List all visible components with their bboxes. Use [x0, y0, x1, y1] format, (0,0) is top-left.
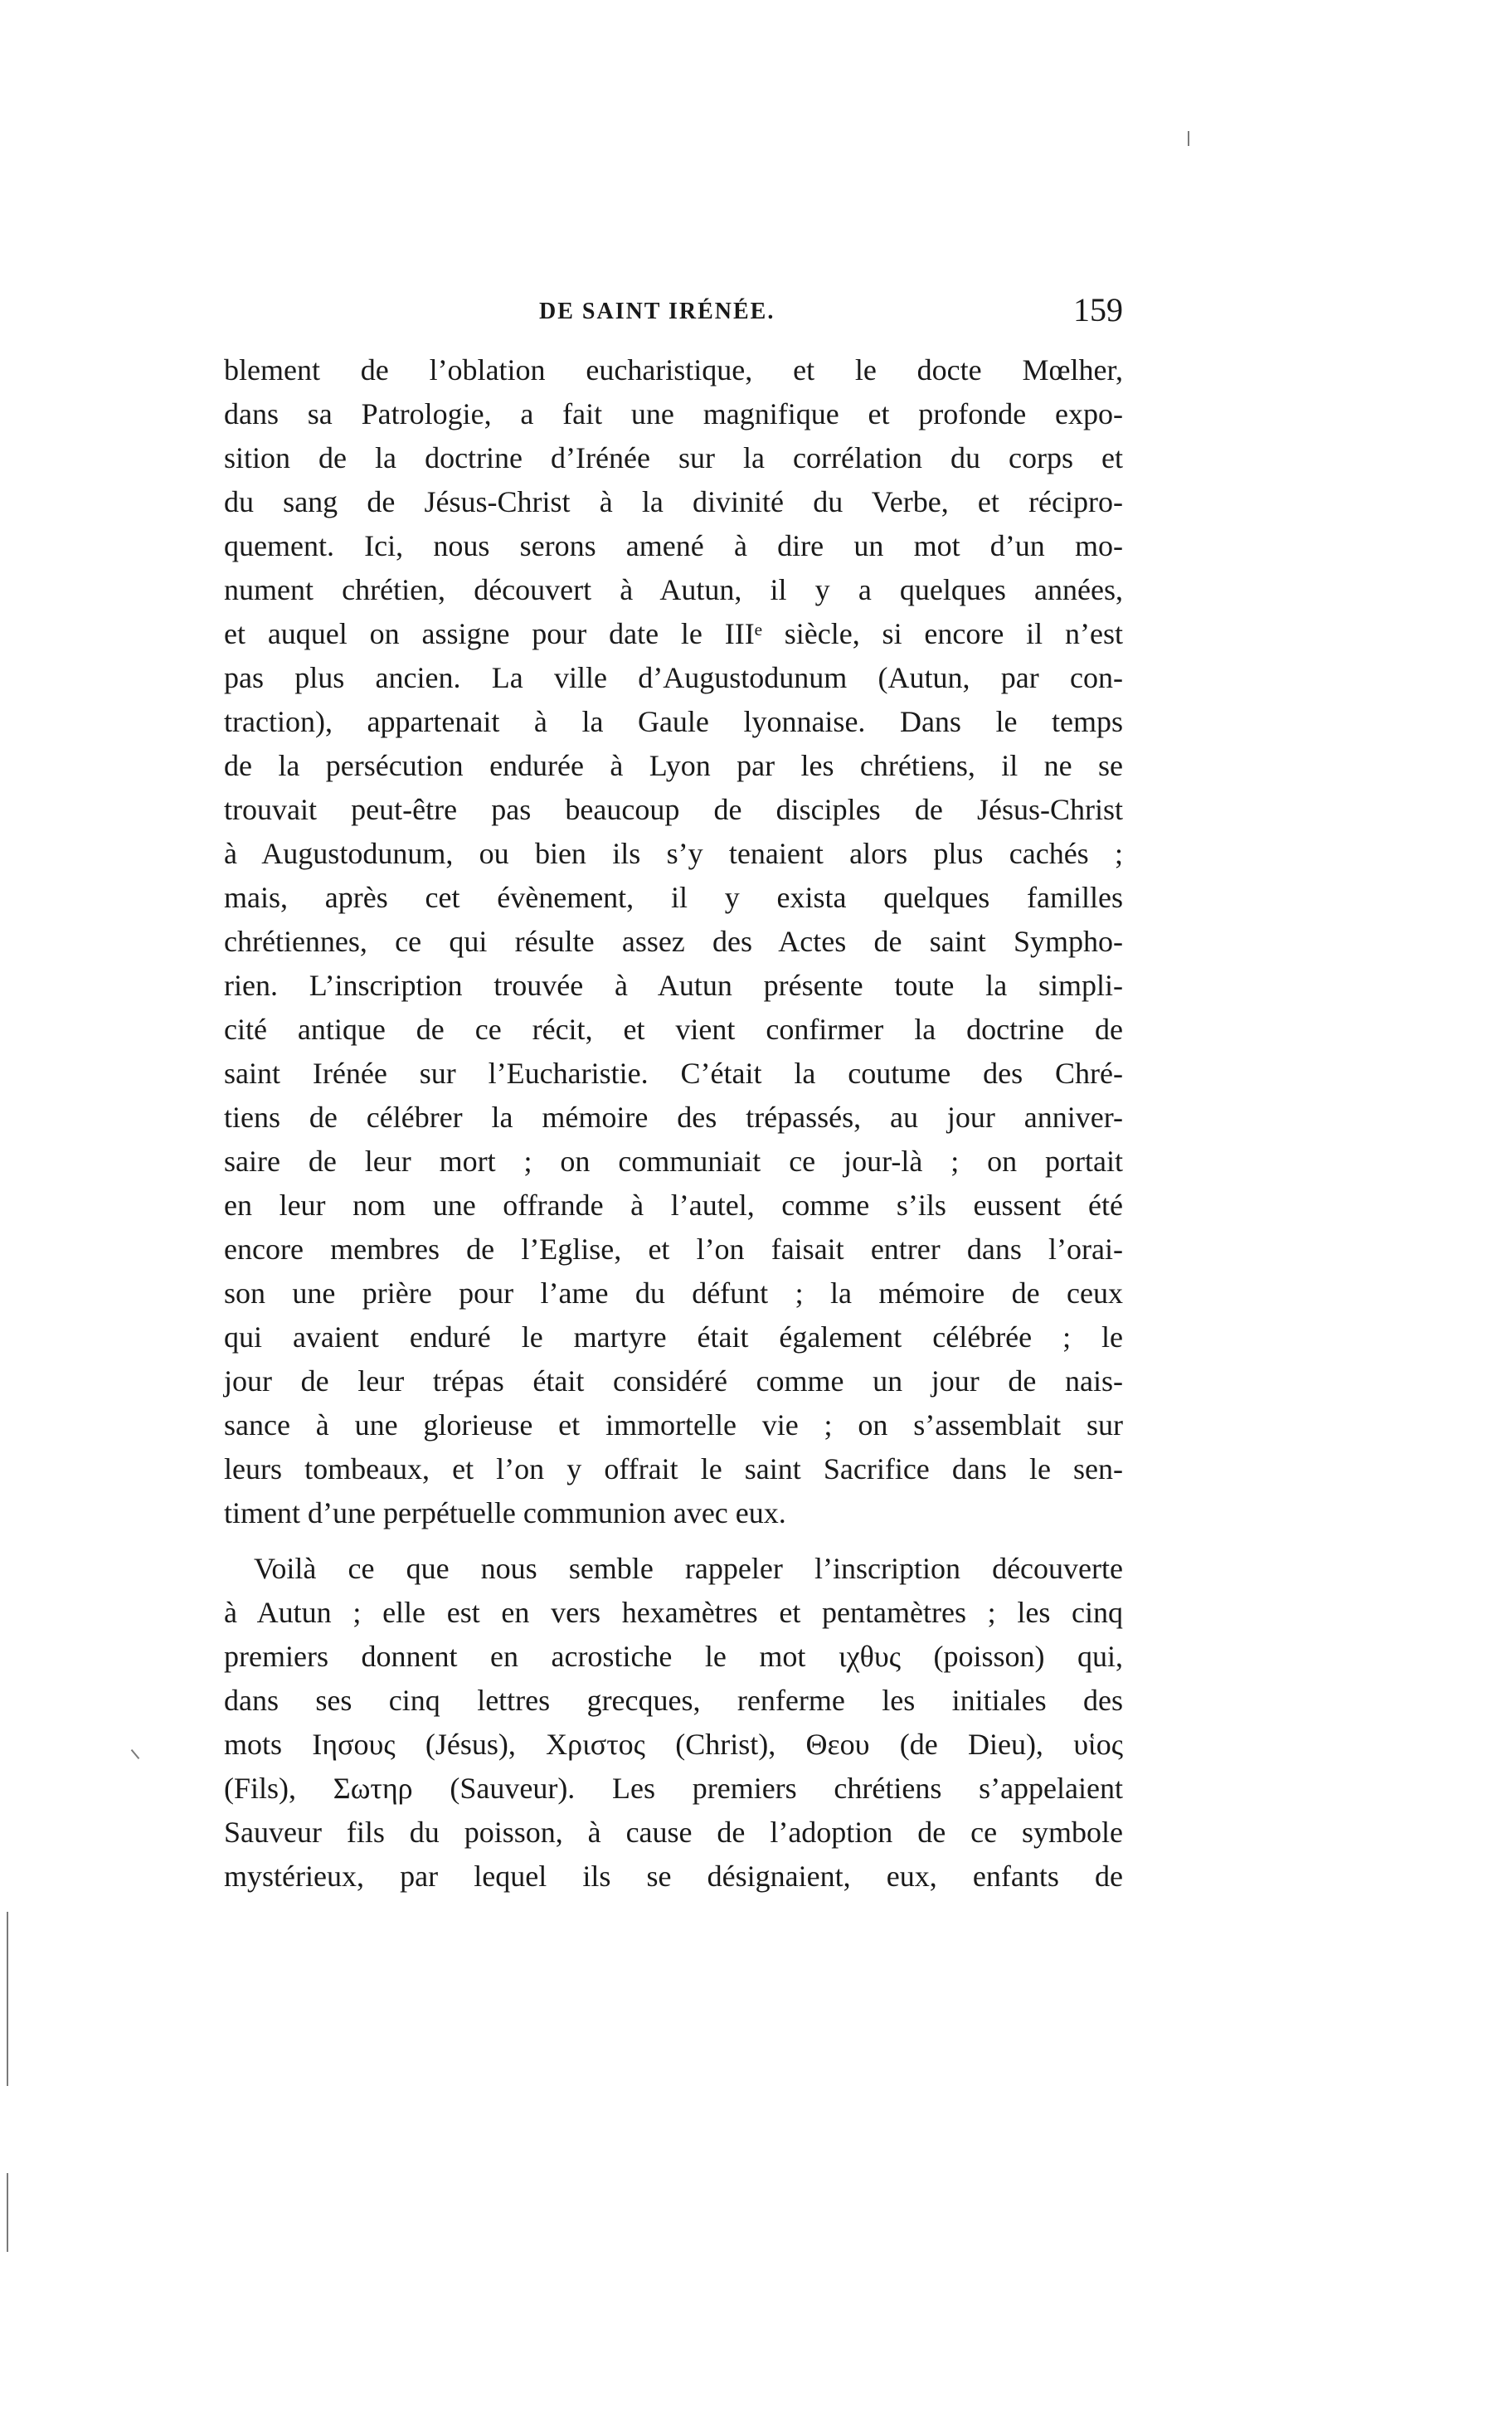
- text-line: dans ses cinq lettres grecques, renferme les initiales des: [224, 1684, 1123, 1717]
- text-line: qui avaient enduré le martyre était également célébrée ; le: [224, 1320, 1123, 1354]
- text-line: et auquel on assigne pour date le IIIᵉ siècle, si encore il n’est: [224, 617, 1123, 650]
- text-line: leurs tombeaux, et l’on y offrait le saint Sacrifice dans le sen-: [224, 1452, 1123, 1485]
- text-line: encore membres de l’Eglise, et l’on faisait entrer dans l’orai-: [224, 1233, 1123, 1266]
- text-line: sition de la doctrine d’Irénée sur la corrélation du corps et: [224, 441, 1123, 474]
- text-line: son une prière pour l’ame du défunt ; la mémoire de ceux: [224, 1276, 1123, 1310]
- text-line: dans sa Patrologie, a fait une magnifique et profonde expo-: [224, 397, 1123, 430]
- scan-edge-mark: [131, 1749, 140, 1759]
- paragraph-gap: [224, 1535, 1123, 1547]
- scan-edge-mark: [7, 2173, 8, 2252]
- text-line: nument chrétien, découvert à Autun, il y a quelques années,: [224, 573, 1123, 606]
- scan-edge-mark: [1188, 131, 1189, 146]
- text-line: en leur nom une offrande à l’autel, comme s’ils eussent été: [224, 1189, 1123, 1222]
- text-line: à Augustodunum, ou bien ils s’y tenaient alors plus cachés ;: [224, 837, 1123, 870]
- text-line: mais, après cet évènement, il y exista quelques familles: [224, 881, 1123, 914]
- text-line: jour de leur trépas était considéré comme un jour de nais-: [224, 1364, 1123, 1398]
- text-line: saint Irénée sur l’Eucharistie. C’était la coutume des Chré-: [224, 1057, 1123, 1090]
- text-line: du sang de Jésus-Christ à la divinité du Verbe, et récipro-: [224, 485, 1123, 518]
- text-line: traction), appartenait à la Gaule lyonnaise. Dans le temps: [224, 705, 1123, 738]
- text-line: sance à une glorieuse et immortelle vie ; on s’assemblait sur: [224, 1408, 1123, 1442]
- paragraph-2: [224, 1547, 1123, 1899]
- text-line: (Fils), Σωτηρ (Sauveur). Les premiers chrétiens s’appelaient: [224, 1772, 1123, 1805]
- text-line: quement. Ici, nous serons amené à dire un mot d’un mo-: [224, 529, 1123, 562]
- running-title: DE SAINT IRÉNÉE.: [539, 299, 775, 324]
- page-number: 159: [1073, 291, 1123, 328]
- text-line: premiers donnent en acrostiche le mot ιχθυς (poisson) qui,: [224, 1640, 1123, 1673]
- text-line: mystérieux, par lequel ils se désignaient, eux, enfants de: [224, 1860, 1123, 1893]
- text-line: Sauveur fils du poisson, à cause de l’adoption de ce symbole: [224, 1816, 1123, 1849]
- text-line: blement de l’oblation eucharistique, et le docte Mœlher,: [224, 353, 1123, 387]
- body-text: [224, 348, 1123, 1899]
- text-line: à Autun ; elle est en vers hexamètres et pentamètres ; les cinq: [224, 1596, 1123, 1629]
- text-line: Voilà ce que nous semble rappeler l’inscription découverte: [254, 1552, 1123, 1585]
- text-line: de la persécution endurée à Lyon par les chrétiens, il ne se: [224, 749, 1123, 782]
- text-line: chrétiennes, ce qui résulte assez des Actes de saint Sympho-: [224, 925, 1123, 958]
- text-line: pas plus ancien. La ville d’Augustodunum (Autun, par con-: [224, 661, 1123, 694]
- text-line: trouvait peut-être pas beaucoup de disciples de Jésus-Christ: [224, 793, 1123, 826]
- paragraph-1: [224, 348, 1123, 1535]
- text-line: saire de leur mort ; on communiait ce jour-là ; on portait: [224, 1145, 1123, 1178]
- scan-edge-mark: [7, 1912, 8, 2086]
- text-line: timent d’une perpétuelle communion avec eux.: [224, 1496, 786, 1529]
- text-line: tiens de célébrer la mémoire des trépassés, au jour anniver-: [224, 1101, 1123, 1134]
- text-line: mots Ιησους (Jésus), Χριστος (Christ), Θεου (de Dieu), υἱος: [224, 1728, 1123, 1761]
- text-line: cité antique de ce récit, et vient confirmer la doctrine de: [224, 1013, 1123, 1046]
- page-header: [224, 290, 1123, 332]
- text-line: rien. L’inscription trouvée à Autun présente toute la simpli-: [224, 969, 1123, 1002]
